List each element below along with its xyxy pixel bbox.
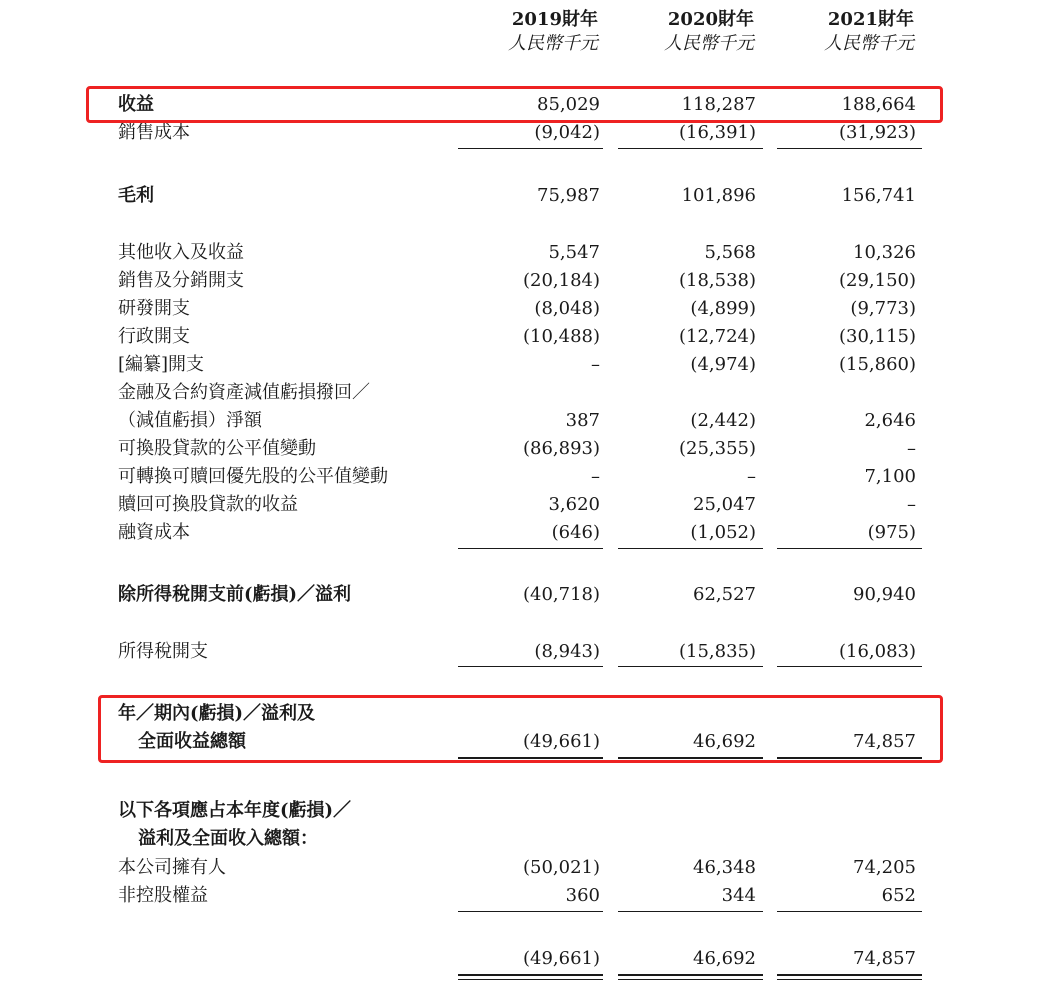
value-2020: (12,724) <box>678 326 756 347</box>
subtotal-rule <box>777 666 922 667</box>
row-non-controlling <box>0 883 1044 909</box>
row-listing-expenses <box>0 352 1044 378</box>
unit-label: 人民幣千元 <box>508 33 598 54</box>
value-2021: 90,940 <box>853 584 916 605</box>
row-label: 融資成本 <box>118 522 190 543</box>
value-2021: – <box>907 494 916 515</box>
row-grand-total <box>0 946 1044 972</box>
total-rule <box>458 979 603 980</box>
value-2019: 3,620 <box>548 494 600 515</box>
value-2020: (25,355) <box>678 438 756 459</box>
value-2019: (10,488) <box>522 326 600 347</box>
row-label: 溢利及全面收入總額： <box>138 828 318 849</box>
total-rule <box>618 974 763 976</box>
year-label: 2021財年 <box>827 9 914 30</box>
row-label: 非控股權益 <box>118 885 208 906</box>
value-2019: 360 <box>565 885 600 906</box>
value-2021: (15,860) <box>838 354 916 375</box>
row-owners <box>0 855 1044 881</box>
value-2021: (29,150) <box>838 270 916 291</box>
row-label: 收益 <box>118 94 154 115</box>
year-label: 2020財年 <box>667 9 754 30</box>
value-2021: (16,083) <box>838 641 916 662</box>
unit-label: 人民幣千元 <box>824 33 914 54</box>
value-2020: (18,538) <box>678 270 756 291</box>
row-other-income <box>0 240 1044 266</box>
row-label: [編纂]開支 <box>118 354 205 375</box>
value-2021: 156,741 <box>841 185 916 206</box>
subtotal-rule <box>777 911 922 912</box>
value-2019: 75,987 <box>537 185 600 206</box>
value-2019: (49,661) <box>522 948 600 969</box>
value-2019: (20,184) <box>522 270 600 291</box>
row-profit-before-tax <box>0 582 1044 608</box>
value-2020: (2,442) <box>690 410 756 431</box>
row-label: 毛利 <box>118 185 154 206</box>
value-2020: (4,899) <box>690 298 756 319</box>
value-2019: 387 <box>565 410 600 431</box>
row-rd-expenses <box>0 296 1044 322</box>
value-2021: 74,857 <box>853 731 916 752</box>
row-label: 可轉換可贖回優先股的公平值變動 <box>118 466 388 487</box>
value-2019: 5,547 <box>548 242 600 263</box>
value-2019: (50,021) <box>522 857 600 878</box>
row-label: 其他收入及收益 <box>118 242 244 263</box>
subtotal-rule <box>458 148 603 149</box>
value-2019: – <box>591 354 600 375</box>
value-2021: 7,100 <box>864 466 916 487</box>
row-label: 所得稅開支 <box>118 641 208 662</box>
subtotal-rule <box>618 548 763 549</box>
value-2020: 46,692 <box>693 948 756 969</box>
row-fv-preferred-shares <box>0 464 1044 490</box>
row-impairment-line2 <box>0 408 1044 434</box>
row-impairment-line1 <box>0 380 1044 406</box>
value-2021: 2,646 <box>864 410 916 431</box>
value-2021: 652 <box>881 885 916 906</box>
subtotal-rule <box>618 666 763 667</box>
subtotal-rule <box>618 911 763 912</box>
value-2021: 10,326 <box>853 242 916 263</box>
value-2021: 188,664 <box>841 94 916 115</box>
column-header-2019 <box>440 8 598 56</box>
value-2021: (975) <box>867 522 916 543</box>
row-label: 年／期內(虧損)／溢利及 <box>118 703 316 724</box>
column-header-2021 <box>756 8 914 56</box>
total-rule <box>777 979 922 980</box>
row-attributable-line1 <box>0 798 1044 824</box>
value-2020: 101,896 <box>681 185 756 206</box>
row-fv-convertible-loans <box>0 436 1044 462</box>
row-attributable-line2 <box>0 826 1044 852</box>
value-2019: – <box>591 466 600 487</box>
row-cost-of-sales <box>0 120 1044 146</box>
row-label: （減值虧損）淨額 <box>118 410 262 431</box>
row-label: 銷售成本 <box>118 122 190 143</box>
row-admin-expenses <box>0 324 1044 350</box>
value-2021: (30,115) <box>838 326 916 347</box>
subtotal-rule <box>777 548 922 549</box>
value-2021: (9,773) <box>850 298 916 319</box>
subtotal-rule <box>458 911 603 912</box>
row-income-tax <box>0 639 1044 665</box>
total-rule <box>618 979 763 980</box>
row-label: 以下各項應占本年度(虧損)／ <box>118 800 352 821</box>
row-gross-profit <box>0 183 1044 209</box>
value-2020: – <box>747 466 756 487</box>
value-2019: (9,042) <box>534 122 600 143</box>
row-label: 行政開支 <box>118 326 190 347</box>
value-2021: (31,923) <box>838 122 916 143</box>
value-2019: (646) <box>551 522 600 543</box>
row-label: 金融及合約資產減值虧損撥回／ <box>118 382 370 403</box>
row-finance-costs <box>0 520 1044 546</box>
value-2020: (4,974) <box>690 354 756 375</box>
row-label: 研發開支 <box>118 298 190 319</box>
value-2019: (8,048) <box>534 298 600 319</box>
value-2021: 74,205 <box>853 857 916 878</box>
value-2021: – <box>907 438 916 459</box>
value-2020: (16,391) <box>678 122 756 143</box>
row-label: 銷售及分銷開支 <box>118 270 244 291</box>
subtotal-rule <box>777 148 922 149</box>
column-header-2020 <box>596 8 754 56</box>
value-2020: 344 <box>721 885 756 906</box>
row-gain-redemption <box>0 492 1044 518</box>
row-label: 贖回可換股貸款的收益 <box>118 494 298 515</box>
year-label: 2019財年 <box>511 9 598 30</box>
value-2019: (86,893) <box>522 438 600 459</box>
value-2020: 25,047 <box>693 494 756 515</box>
value-2020: (1,052) <box>690 522 756 543</box>
value-2019: (49,661) <box>522 731 600 752</box>
row-label: 本公司擁有人 <box>118 857 226 878</box>
row-selling-expenses <box>0 268 1044 294</box>
unit-label: 人民幣千元 <box>664 33 754 54</box>
row-label: 全面收益總額 <box>138 731 246 752</box>
value-2020: 5,568 <box>704 242 756 263</box>
highlight-box-revenue <box>86 86 943 123</box>
highlight-box-total-comprehensive <box>98 695 943 763</box>
value-2020: 118,287 <box>681 94 756 115</box>
subtotal-rule <box>618 148 763 149</box>
subtotal-rule <box>458 548 603 549</box>
value-2021: 74,857 <box>853 948 916 969</box>
value-2019: 85,029 <box>537 94 600 115</box>
value-2020: (15,835) <box>678 641 756 662</box>
subtotal-rule <box>458 666 603 667</box>
value-2019: (8,943) <box>534 641 600 662</box>
value-2020: 46,692 <box>693 731 756 752</box>
value-2020: 46,348 <box>693 857 756 878</box>
row-label: 可換股貸款的公平值變動 <box>118 438 316 459</box>
total-rule <box>777 974 922 976</box>
value-2020: 62,527 <box>693 584 756 605</box>
total-rule <box>458 974 603 976</box>
value-2019: (40,718) <box>522 584 600 605</box>
row-label: 除所得稅開支前(虧損)／溢利 <box>118 584 352 605</box>
